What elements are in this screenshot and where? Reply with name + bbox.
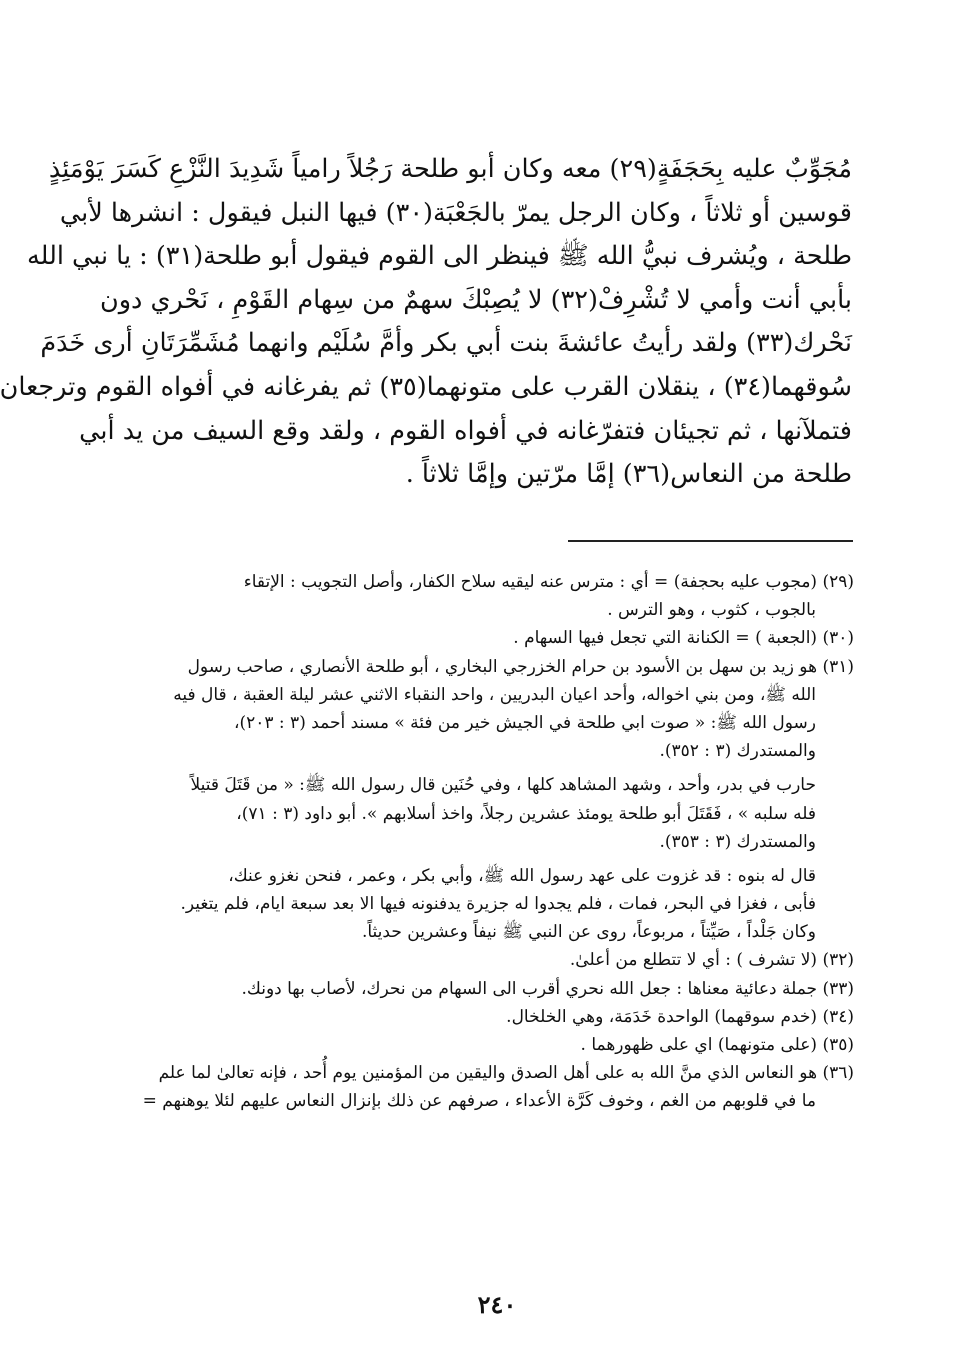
footnote-31: (٣١) هو زيد بن سهل بن الأسود بن حرام الخزرجي البخاري ، أبو طلحة الأنصاري ، صاحب رسول (187, 656, 854, 677)
footnote-31-cont: حارب في بدر، وأحد ، وشهد المشاهد كلها ، وفي حُنَين قال رسول الله ﷺ: « من قَتَلَ قتيلاً (190, 775, 816, 796)
body-line: سُوقهما(٣٤) ، ينقلان القرب على متونهما(٣٥) ثم يفرغانه في أفواه القوم وترجعان (0, 371, 852, 402)
main-body-text (0, 148, 852, 497)
footnote-36-cont: ما في قلوبهم من الغم ، وخوف كَرَّة الأعداء ، صرفهم عن ذلك بإنزال النعاس عليهم لئلا يوهنهم = (142, 1091, 816, 1112)
footnote-divider (568, 540, 853, 542)
footnote-31-cont: فأبى ، فغزا في البحر، فمات ، فلم يجدوا له جزيرة يدفنونه فيها الا بعد سبعة ايام، فلم يتغير. (180, 894, 816, 915)
footnote-30: (٣٠) (الجعبة ) = الكنانة التي تجعل فيها السهام . (513, 628, 854, 649)
footnote-33: (٣٣) جملة دعائية معناها : جعل الله نحري أقرب الى السهام من نحرك، لأصاب بها دونك. (241, 978, 854, 999)
body-line: فتملآنها ، ثم تجيئان فتفرّغانه في أفواه القوم ، ولقد وقع السيف من يد أبي (79, 415, 852, 446)
footnote-34: (٣٤) (خدم سوقهما) الواحدة خَدَمَة، وهي الخلخال. (506, 1006, 854, 1027)
body-line: بأبي أنت وأمي لا تُشْرِفْ(٣٢) لا يُصِبْكَ سهمٌ من سِهام القَوْمِ ، نَحْري دون (99, 284, 852, 315)
page-number: ٢٤٠ (477, 1290, 517, 1319)
footnote-29-cont: بالجوب ، كثوب ، وهو الترس . (607, 600, 816, 621)
body-line: مُجَوِّبٌ عليه بِحَجَفَةٍ(٢٩) معه وكان أبو طلحة رَجُلاً رامياً شَدِيدَ النَّزْعِ كَسَرَ يَوْمَئِذٍ (48, 154, 852, 184)
footnote-31-cont: قال له بنوه : قد غزوت على عهد رسول الله ﷺ، وأبي بكر ، وعمر ، فنحن نغزو عنك، (228, 865, 816, 886)
body-line: نَحْرك(٣٣) ولقد رأيتُ عائشةَ بنت أبي بكر وأمَّ سُلَيْم وانهما مُشَمِّرَتَانِ أرى خَدَمَ (40, 328, 852, 359)
body-line-last: طلحة من النعاس(٣٦) إمَّا مرّتين وإمَّا ثلاثاً . (405, 459, 852, 490)
footnote-31-cont: والمستدرك (٣ : ٣٥٣). (659, 831, 816, 852)
body-line: قوسين أو ثلاثاً ، وكان الرجل يمرّ بالجَعْبَة(٣٠) فيها النبل فيقول : انشرها لأبي (59, 197, 852, 228)
footnote-36: (٣٦) هو النعاس الذي منَّ الله به على أهل الصدق واليقين من المؤمنين يوم أُحد ، فإنه تعالىٰ لما علم (158, 1063, 854, 1084)
footnote-35: (٣٥) (على متونهما) اي على ظهورهما . (580, 1035, 854, 1055)
footnote-31-cont: وكان جَلْداً ، صَيِّتاً ، مربوعاً، روى عن النبي ﷺ نيفاً وعشرين حديثاً. (361, 922, 816, 943)
footnote-29: (٢٩) (مجوب عليه بحجفة) = أي : مترس عنه ليقيه سلاح الكفار، وأصل التجويب : الإتقاء (243, 572, 854, 592)
footnote-32: (٣٢) (لا تشرف ) : أي لا تتطلع من أعلىٰ. (569, 950, 854, 971)
footnote-31-cont: والمستدرك (٣ : ٣٥٢). (659, 741, 816, 762)
footnotes-section (122, 568, 854, 1116)
footnote-31-cont: فله سلبه » ، فَقَتَلَ أبو طلحة يومئذ عشرين رجلاً، واخذ أسلابهم ». أبو داود (٣ : ٧١)، (236, 803, 816, 824)
footnote-31-cont: رسول الله ﷺ: « صوت ابي طلحة في الجيش خير من فئة » مسند أحمد (٣ : ٢٠٣)، (233, 712, 816, 733)
footnote-31-cont: الله ﷺ، ومن بني اخواله، وأحد اعيان البدريين ، واحد النقباء الاثني عشر ليلة العقبة ، قال فيه (173, 684, 816, 705)
body-line: طلحة ، ويُشرف نبيُّ الله ﷺ فينظر الى القوم فيقول أبو طلحة(٣١) : يا نبي الله (26, 241, 852, 272)
